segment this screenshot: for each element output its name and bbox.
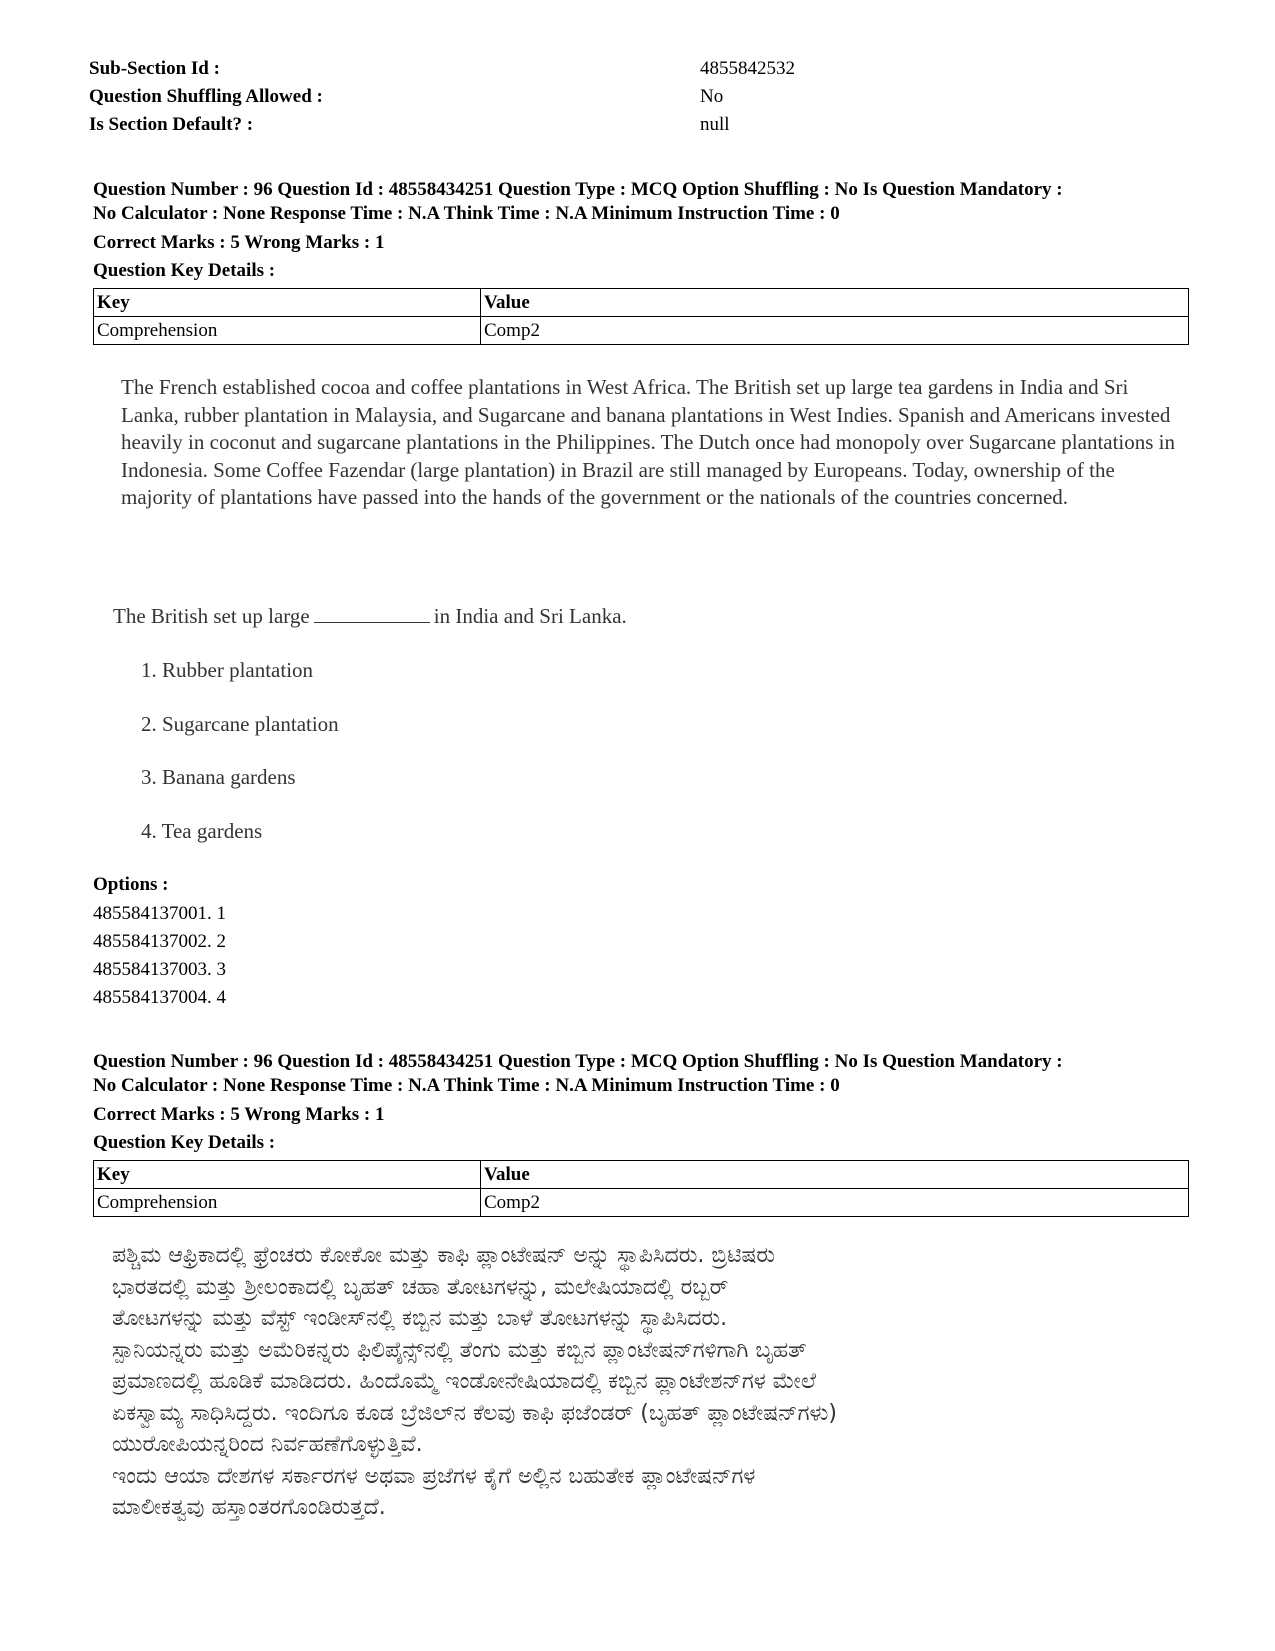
table-row	[94, 317, 1189, 345]
choice-item: 1. Rubber plantation	[141, 658, 314, 682]
marks-line: Correct Marks : 5 Wrong Marks : 1	[93, 232, 385, 253]
table-header-value: Value	[481, 289, 1189, 317]
table-header-value: Value	[481, 1161, 1189, 1189]
table-cell-key: Comprehension	[94, 317, 481, 345]
option-item: 485584137001. 1	[93, 903, 226, 924]
key-details-table	[93, 288, 1189, 345]
choice-item: 3. Banana gardens	[141, 765, 296, 789]
option-item: 485584137003. 3	[93, 959, 226, 980]
table-header-key: Key	[94, 289, 481, 317]
question-shuffling-value: No	[700, 86, 724, 107]
section-default-value: null	[700, 114, 730, 135]
kannada-line: ಪಶ್ಚಿಮ ಆಫ್ರಿಕಾದಲ್ಲಿ ಫ್ರೆಂಚರು ಕೋಕೋ ಮತ್ತು ಕಾಫಿ ಪ್ಲಾಂಟೇಷನ್ ಅನ್ನು ಸ್ಥಾಪಿಸಿದರು. ಬ್ರಿಟಿಷರು	[112, 1243, 776, 1268]
section-default-label: Is Section Default? :	[89, 114, 254, 135]
table-row	[94, 1189, 1189, 1217]
question-header-line1: Question Number : 96 Question Id : 48558434251 Question Type : MCQ Option Shuffling : No Is Question Mandatory :	[93, 179, 1063, 200]
question-header	[93, 1050, 1193, 1098]
option-item: 485584137004. 4	[93, 987, 226, 1008]
kannada-line: ಭಾರತದಲ್ಲಿ ಮತ್ತು ಶ್ರೀಲಂಕಾದಲ್ಲಿ ಬೃಹತ್ ಚಹಾ ತೋಟಗಳನ್ನು, ಮಲೇಷಿಯಾದಲ್ಲಿ ರಬ್ಬರ್	[112, 1274, 729, 1300]
subsection-id-label: Sub-Section Id :	[89, 58, 220, 79]
table-cell-value: Comp2	[481, 317, 1189, 345]
options-label: Options :	[93, 874, 169, 895]
kannada-passage	[112, 1240, 1192, 1524]
kannada-line: ಮಾಲೀಕತ್ವವು ಹಸ್ತಾಂತರಗೊಂಡಿರುತ್ತದೆ.	[112, 1495, 386, 1520]
question-header-line2: No Calculator : None Response Time : N.A Think Time : N.A Minimum Instruction Time : 0	[93, 203, 840, 224]
question-shuffling-label: Question Shuffling Allowed :	[89, 86, 323, 107]
key-details-label: Question Key Details :	[93, 1132, 276, 1153]
option-item: 485584137002. 2	[93, 931, 226, 952]
question-header-line1: Question Number : 96 Question Id : 48558434251 Question Type : MCQ Option Shuffling : No Is Question Mandatory :	[93, 1051, 1063, 1072]
kannada-line: ಇಂದು ಆಯಾ ದೇಶಗಳ ಸರ್ಕಾರಗಳ ಅಥವಾ ಪ್ರಜೆಗಳ ಕೈಗೆ ಅಲ್ಲಿನ ಬಹುತೇಕ ಪ್ಲಾಂಟೇಷನ್‌ಗಳ	[112, 1463, 756, 1489]
fill-blank	[314, 604, 430, 623]
kannada-line: ಏಕಸ್ವಾಮ್ಯ ಸಾಧಿಸಿದ್ದರು. ಇಂದಿಗೂ ಕೂಡ ಬ್ರೆಜಿಲ್‌ನ ಕೆಲವು ಕಾಫಿ ಫಜೆಂಡರ್ (ಬೃಹತ್ ಪ್ಲಾಂಟೇಷನ್‌ಗಳು)	[112, 1400, 837, 1426]
marks-line: Correct Marks : 5 Wrong Marks : 1	[93, 1104, 385, 1125]
table-cell-key: Comprehension	[94, 1189, 481, 1217]
table-cell-value: Comp2	[481, 1189, 1189, 1217]
kannada-line: ತೋಟಗಳನ್ನು ಮತ್ತು ವೆಸ್ಟ್ ಇಂಡೀಸ್‌ನಲ್ಲಿ ಕಬ್ಬಿನ ಮತ್ತು ಬಾಳೆ ತೋಟಗಳನ್ನು ಸ್ಥಾಪಿಸಿದರು.	[112, 1306, 728, 1331]
choice-item: 4. Tea gardens	[141, 819, 263, 843]
kannada-line: ಪ್ರಮಾಣದಲ್ಲಿ ಹೂಡಿಕೆ ಮಾಡಿದರು. ಹಿಂದೊಮ್ಮೆ ಇಂಡೋನೇಷಿಯಾದಲ್ಲಿ ಕಬ್ಬಿನ ಪ್ಲಾಂಟೇಶನ್‌ಗಳ ಮೇಲೆ	[112, 1369, 816, 1394]
choice-item: 2. Sugarcane plantation	[141, 712, 339, 736]
question-header	[93, 178, 1193, 226]
subsection-id-value: 4855842532	[700, 58, 795, 79]
key-details-table	[93, 1160, 1189, 1217]
question-stem	[113, 604, 627, 629]
table-header-key: Key	[94, 1161, 481, 1189]
table-header-row	[94, 289, 1189, 317]
comprehension-passage: The French established cocoa and coffee plantations in West Africa. The British set up large tea gardens in India and Sri Lanka, rubber plantation in Malaysia, and Sugarcane and banana plantations in West Indies. Spanish and Americans invested heavily in coconut and sugarcane plantations in the Philippines. The Dutch once had monopoly over Sugarcane plantations in Indonesia. Some Coffee Fazendar (large plantation) in Brazil are still managed by Europeans. Today, ownership of the majority of plantations have passed into the hands of the government or the nationals of the countries concerned.	[121, 375, 1176, 510]
table-header-row	[94, 1161, 1189, 1189]
kannada-line: ಯುರೋಪಿಯನ್ನರಿಂದ ನಿರ್ವಹಣೆಗೊಳ್ಳುತ್ತಿವೆ.	[112, 1432, 423, 1457]
key-details-label: Question Key Details :	[93, 260, 276, 281]
kannada-line: ಸ್ಪಾನಿಯನ್ನರು ಮತ್ತು ಅಮೆರಿಕನ್ನರು ಫಿಲಿಪೈನ್ಸ್‌ನಲ್ಲಿ ತೆಂಗು ಮತ್ತು ಕಬ್ಬಿನ ಪ್ಲಾಂಟೇಷನ್‌ಗಳಿಗಾಗಿ ಬೃಹತ್	[112, 1337, 807, 1363]
question-stem-after: in India and Sri Lanka.	[433, 604, 627, 628]
question-header-line2: No Calculator : None Response Time : N.A Think Time : N.A Minimum Instruction Time : 0	[93, 1075, 840, 1096]
question-stem-before: The British set up large	[113, 604, 310, 628]
